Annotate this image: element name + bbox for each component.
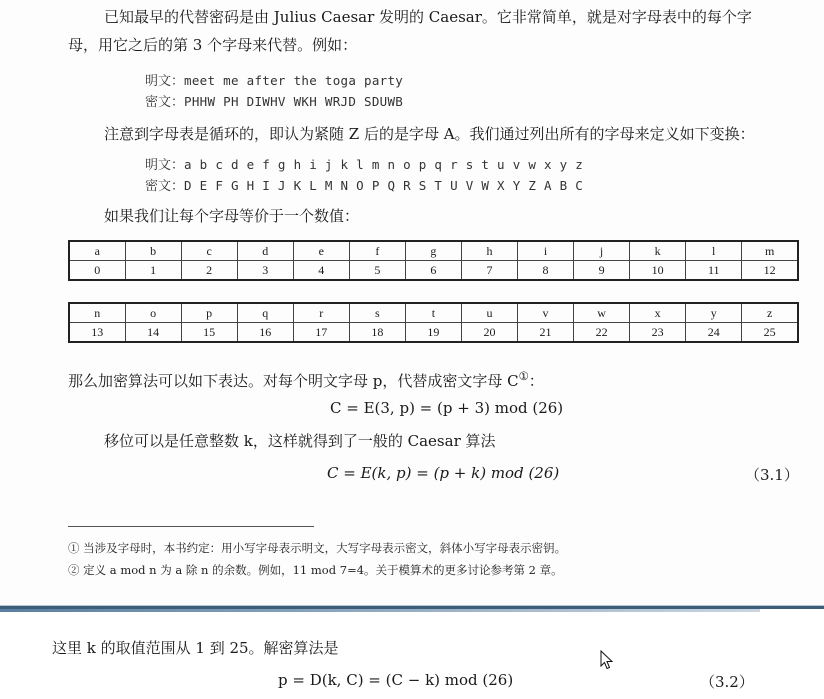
table-cell: d: [237, 241, 293, 261]
encrypt-intro-text: 那么加密算法可以如下表达。对每个明文字母 p，代替成密文字母 C: [68, 372, 519, 390]
footnote-mark: ①: [518, 370, 529, 383]
plaintext-label: 明文：: [145, 74, 185, 89]
table-cell: 4: [293, 261, 349, 281]
table-cell: k: [630, 241, 686, 261]
table-cell: p: [181, 303, 237, 323]
footnote-2: ② 定义 a mod n 为 a 除 n 的余数。例如，11 mod 7=4。关于模算术的更多讨论参考第 2 章。: [68, 563, 563, 577]
table-cell: 13: [69, 323, 125, 343]
ciphertext-label: 密文：: [145, 95, 185, 110]
table-row-numbers: [69, 261, 798, 281]
mapping-plain-row: [145, 154, 583, 173]
table-cell: 0: [69, 261, 125, 281]
table-cell: 19: [405, 323, 461, 343]
mapping-cipher-row: [145, 175, 583, 194]
circular-note: 注意到字母表是循环的，即认为紧随 Z 后的是字母 A。我们通过列出所有的字母来定义如下变换：: [104, 125, 755, 143]
table-cell: 17: [293, 323, 349, 343]
table-cell: 6: [405, 261, 461, 281]
equation-decrypt: p = D(k, C) = (C − k) mod (26): [278, 671, 514, 689]
table-cell: 14: [125, 323, 181, 343]
table-cell: 16: [237, 323, 293, 343]
table-cell: 15: [181, 323, 237, 343]
intro-line-1: 已知最早的代替密码是由 Julius Caesar 发明的 Caesar。它非常简单，就是对字母表中的每个字: [104, 8, 752, 26]
plaintext-value: meet me after the toga party: [184, 73, 404, 88]
table-cell: 7: [461, 261, 517, 281]
table-cell: 22: [574, 323, 630, 343]
footnote-divider: [68, 526, 314, 527]
table-cell: 23: [630, 323, 686, 343]
table-cell: o: [125, 303, 181, 323]
table-cell: c: [181, 241, 237, 261]
shift-text: 移位可以是任意整数 k，这样就得到了一般的 Caesar 算法: [104, 432, 496, 450]
intro-line-2: 母，用它之后的第 3 个字母来代替。例如：: [68, 36, 358, 54]
equation-encrypt: C = E(3, p) = (p + 3) mod (26): [330, 399, 564, 417]
table-cell: 20: [461, 323, 517, 343]
table-cell: w: [574, 303, 630, 323]
table-cell: 1: [125, 261, 181, 281]
table-cell: h: [461, 241, 517, 261]
example-ciphertext-row: [145, 91, 403, 110]
table-cell: u: [461, 303, 517, 323]
table-cell: 3: [237, 261, 293, 281]
equation-number-3-2: （3.2）: [700, 673, 754, 691]
table-cell: s: [349, 303, 405, 323]
table-cell: m: [742, 241, 798, 261]
table-cell: 25: [742, 323, 798, 343]
equation-general: C = E(k, p) = (p + k) mod (26): [327, 464, 560, 482]
table-cell: 9: [574, 261, 630, 281]
ciphertext-value: PHHW PH DIWHV WKH WRJD SDUWB: [184, 94, 404, 109]
table-cell: 21: [518, 323, 574, 343]
table-row-letters: [69, 241, 798, 261]
table-cell: x: [630, 303, 686, 323]
table-cell: 8: [518, 261, 574, 281]
mapping-plain-value: a b c d e f g h i j k l m n o p q r s t u v w x y z: [184, 157, 584, 172]
table-row-letters: [69, 303, 798, 323]
decrypt-intro: 这里 k 的取值范围从 1 到 25。解密算法是: [52, 639, 339, 657]
table-cell: z: [742, 303, 798, 323]
table-cell: v: [518, 303, 574, 323]
example-plaintext-row: [145, 70, 403, 89]
encrypt-intro: [68, 364, 544, 394]
table-cell: q: [237, 303, 293, 323]
table-cell: 10: [630, 261, 686, 281]
panel-border-highlight: [0, 609, 760, 612]
equation-number-3-1: （3.1）: [745, 466, 799, 484]
value-intro: 如果我们让每个字母等价于一个数值：: [104, 207, 360, 225]
footnote-1: ① 当涉及字母时，本书约定：用小写字母表示明文，大写字母表示密文，斜体小写字母表示密钥。: [68, 541, 567, 555]
mapping-cipher-label: 密文：: [145, 179, 185, 194]
table-cell: 2: [181, 261, 237, 281]
table-cell: g: [405, 241, 461, 261]
table-cell: j: [574, 241, 630, 261]
table-row-numbers: [69, 323, 798, 343]
table-cell: b: [125, 241, 181, 261]
table-cell: 12: [742, 261, 798, 281]
table-cell: 24: [686, 323, 742, 343]
mapping-cipher-value: D E F G H I J K L M N O P Q R S T U V W X Y Z A B C: [184, 178, 584, 193]
lower-page-panel: [0, 606, 824, 699]
mapping-plain-label: 明文：: [145, 158, 185, 173]
table-cell: f: [349, 241, 405, 261]
table-cell: n: [69, 303, 125, 323]
table-cell: r: [293, 303, 349, 323]
encrypt-intro-colon: ：: [528, 372, 544, 390]
letter-value-table-2: [68, 302, 799, 343]
table-cell: 18: [349, 323, 405, 343]
table-cell: t: [405, 303, 461, 323]
table-cell: y: [686, 303, 742, 323]
mouse-pointer-icon: [600, 650, 614, 670]
table-cell: 5: [349, 261, 405, 281]
table-cell: l: [686, 241, 742, 261]
table-cell: i: [518, 241, 574, 261]
table-cell: e: [293, 241, 349, 261]
table-cell: 11: [686, 261, 742, 281]
table-cell: a: [69, 241, 125, 261]
letter-value-table-1: [68, 240, 799, 281]
